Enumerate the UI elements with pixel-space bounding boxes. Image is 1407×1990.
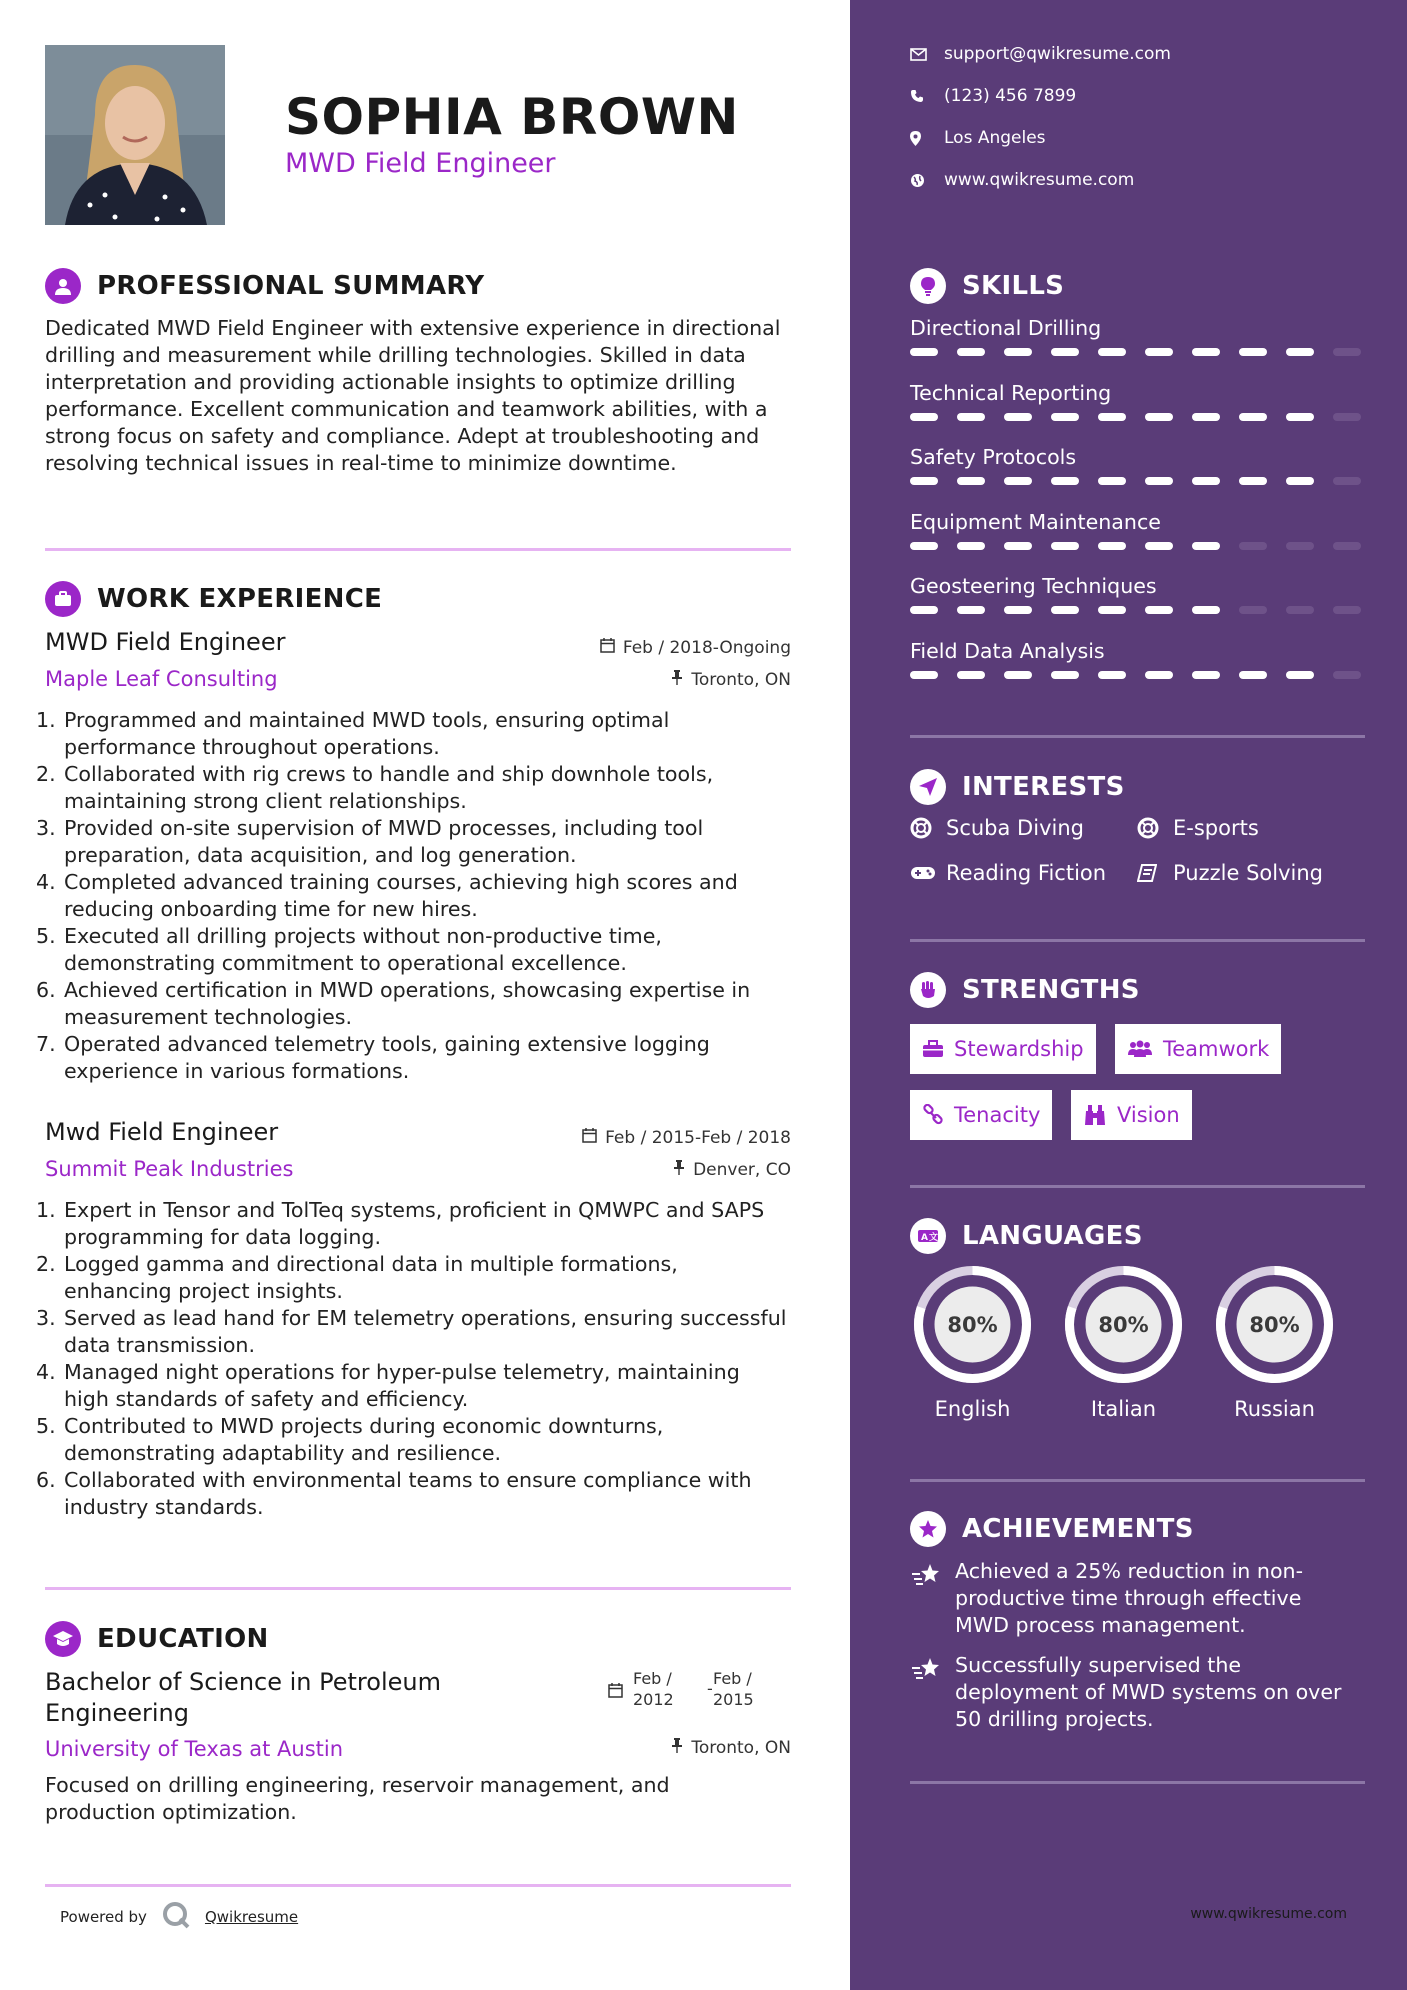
envelope-icon [910,48,944,61]
map-pin-icon [910,131,944,146]
divider [45,1587,791,1590]
languages-title: LANGUAGES [962,1221,1143,1251]
language-percent: 80% [947,1313,998,1337]
skill-level-dot [910,413,938,421]
briefcase-icon [922,1040,944,1058]
skill-level-dot [1098,606,1126,614]
degree-line: Engineering [45,1699,189,1727]
email-text: support@qwikresume.com [944,44,1171,64]
pin-icon [673,1160,685,1180]
strength-badge [1071,1090,1192,1140]
language-ring [910,1262,1035,1387]
paper-plane-icon [910,769,946,805]
skill-level-dot [1192,542,1220,550]
skill-level-dot [1239,413,1267,421]
skill-level-dot [910,348,938,356]
skill-level-dot [957,413,985,421]
job-location [673,1160,791,1180]
strength-badge [910,1024,1096,1074]
skill-level-dot [1098,413,1126,421]
divider [910,1185,1365,1188]
lifebuoy-icon [1137,817,1173,839]
interest-label: Reading Fiction [946,861,1107,885]
job-bullets [36,707,806,1085]
achievement-item [910,1558,1370,1639]
powered-by-text: Powered by [60,1908,147,1926]
qwikresume-logo-icon [161,1900,191,1934]
qwikresume-link[interactable]: Qwikresume [204,1908,299,1926]
interest-label: Scuba Diving [946,816,1084,840]
location-text: Los Angeles [944,128,1046,148]
skill-level-dot [1333,348,1361,356]
achievement-item [910,1652,1370,1733]
gamepad-icon [910,865,946,881]
job-location [671,670,791,690]
strength-badge [1115,1024,1281,1074]
phone-icon [910,89,944,103]
skill-level-dot [1098,348,1126,356]
link-icon [922,1104,944,1126]
education-description: Focused on drilling engineering, reservoir management, and production optimization. [45,1773,670,1824]
skill-name: Equipment Maintenance [910,509,1161,534]
skill-level-dot [1192,671,1220,679]
language-percent: 80% [1249,1313,1300,1337]
language-ring [1061,1262,1186,1387]
contact-location [910,128,1046,148]
shooting-star-icon [910,1652,955,1733]
footer-url[interactable]: www.qwikresume.com [1190,1906,1347,1922]
binoculars-icon [1083,1104,1107,1126]
language-name: Italian [1090,1397,1157,1421]
degree [45,1667,441,1729]
list-item: 1. Expert in Tensor and TolTeq systems, proficient in QMWPC and SAPS programming for data logging. [36,1198,765,1249]
job-bullets [36,1197,806,1521]
skills-heading [910,268,1064,304]
divider [910,735,1365,738]
candidate-name: SOPHIA BROWN [285,88,739,146]
skill-level-dot [957,671,985,679]
skill-level-dot [957,542,985,550]
skill-level-dot [1286,413,1314,421]
fist-icon [910,972,946,1008]
divider [910,1781,1365,1784]
skill-level-dot [1051,671,1079,679]
calendar-icon [582,1128,597,1148]
skill-level-dot [1145,542,1173,550]
skill-level-dot [910,606,938,614]
pin-icon [671,1738,683,1758]
end-month: Feb / [713,1669,752,1688]
skill-level-dot [1192,348,1220,356]
svg-text:A: A [921,1233,928,1243]
interests-title: INTERESTS [962,772,1125,802]
phone-text: (123) 456 7899 [944,86,1077,106]
sidebar [850,0,1407,1990]
list-item: 3. Served as lead hand for EM telemetry operations, ensuring successful data transmission. [36,1306,787,1357]
skill-level-dot [1192,413,1220,421]
pin-icon [671,670,683,690]
divider [45,548,791,551]
profile-photo [45,45,225,225]
user-icon [45,268,81,304]
company-name: Maple Leaf Consulting [45,667,278,691]
strengths-heading [910,972,1140,1008]
job-dates [600,638,791,658]
skill-level-dot [1286,671,1314,679]
language-item [1061,1262,1186,1421]
language-item [910,1262,1035,1421]
list-item: 6. Achieved certification in MWD operations, showcasing expertise in measurement technologies. [36,978,751,1029]
skill-level-dot [1145,606,1173,614]
skill-level-dot [1333,542,1361,550]
education-location [671,1738,791,1758]
candidate-role: MWD Field Engineer [285,148,556,179]
strength-label: Stewardship [954,1037,1084,1061]
skill-name: Directional Drilling [910,316,1102,340]
list-item: 2. Collaborated with rig crews to handle and ship downhole tools, maintaining strong client relationships. [36,762,714,813]
interest-item [1137,816,1259,840]
language-name: Russian [1234,1397,1315,1421]
job-title: MWD Field Engineer [45,628,286,656]
skill-level-dot [910,477,938,485]
globe-icon [910,173,944,188]
skill-level-dot [1333,413,1361,421]
achievement-text: Successfully supervised the [955,1653,1242,1677]
skill-name: Geosteering Techniques [910,574,1157,598]
skill-level-dot [1333,477,1361,485]
skill-name: Field Data Analysis [910,638,1105,663]
education-location-text: Toronto, ON [691,1738,791,1758]
skill-level-dot [1333,606,1361,614]
summary-title: PROFESSIONAL SUMMARY [97,271,485,301]
interest-label: Puzzle Solving [1173,861,1323,885]
contact-website [910,170,1134,190]
skill-level-dot [1145,671,1173,679]
website-text[interactable]: www.qwikresume.com [944,170,1135,190]
interests-heading [910,769,1125,805]
language-percent: 80% [1098,1313,1149,1337]
start-year: 2012 [633,1690,674,1709]
skill-level-dot [957,348,985,356]
interest-item [910,861,1106,885]
skill-level-dot [1286,542,1314,550]
skill-level-dot [910,671,938,679]
skill-item [910,639,1365,679]
skill-level-dot [1004,671,1032,679]
divider [45,1884,791,1887]
skill-level-meter [910,671,1365,679]
book-icon [1137,863,1173,883]
skill-level-dot [1145,477,1173,485]
skill-name: Technical Reporting [910,380,1112,405]
skill-level-dot [1286,606,1314,614]
education-heading [45,1621,269,1657]
skill-level-meter [910,542,1365,550]
list-item: 5. Contributed to MWD projects during economic downturns, demonstrating adaptability and resilience. [36,1414,664,1465]
list-item: 6. Collaborated with environmental teams to ensure compliance with industry standards. [36,1468,752,1519]
interest-item [910,816,1084,840]
job-location-text: Denver, CO [693,1160,791,1180]
skill-level-dot [1098,477,1126,485]
job-dates [582,1128,791,1148]
skill-level-dot [1286,477,1314,485]
skill-level-dot [1192,477,1220,485]
divider [910,1479,1365,1482]
skill-level-dot [1004,477,1032,485]
skill-level-dot [957,477,985,485]
skill-level-dot [1333,671,1361,679]
date-dash: - [707,1679,713,1698]
strengths-title: STRENGTHS [962,975,1140,1005]
skill-level-dot [1004,348,1032,356]
job-location-text: Toronto, ON [691,670,791,690]
skill-level-dot [1145,348,1173,356]
achievements-title: ACHIEVEMENTS [962,1514,1194,1544]
strength-badge [910,1090,1052,1140]
skills-title: SKILLS [962,271,1065,301]
job-title: Mwd Field Engineer [45,1118,279,1146]
languages-heading [910,1218,1143,1254]
list-item: 7. Operated advanced telemetry tools, gaining extensive logging experience in various formations. [36,1032,710,1083]
lightbulb-icon [910,268,946,304]
skill-item [910,445,1365,485]
lifebuoy-icon [910,817,946,839]
language-name: English [934,1397,1011,1421]
skill-item [910,316,1365,356]
school-name: University of Texas at Austin [45,1737,344,1761]
job-dates-text: Feb / 2015-Feb / 2018 [605,1128,791,1148]
summary-text: Dedicated MWD Field Engineer with extensive experience in directional drilling and measurement while drilling technologies. Skilled in data interpretation and providing actionable insights to optimize drilling performance. Excellent communication and teamwork abilities, with a strong focus on safety and compliance. Adept at troubleshooting and resolving technical issues in real-time to minimize downtime. [45,316,781,475]
svg-text:文: 文 [929,1233,939,1243]
skill-item [910,510,1365,550]
achievement-text: deployment of MWD systems on over [955,1680,1342,1704]
graduation-cap-icon [45,1621,81,1657]
language-ring [1212,1262,1337,1387]
achievement-text: 50 drilling projects. [955,1707,1154,1731]
shooting-star-icon [910,1558,955,1639]
achievement-text: productive time through effective [955,1586,1302,1610]
achievement-text: MWD process management. [955,1613,1246,1637]
users-icon [1127,1040,1153,1058]
list-item: 1. Programmed and maintained MWD tools, ensuring optimal performance throughout operations. [36,708,670,759]
strength-label: Teamwork [1163,1037,1270,1061]
skill-level-dot [1145,413,1173,421]
list-item: 5. Executed all drilling projects without non-productive time, demonstrating commitment to operational excellence. [36,924,662,975]
skill-item [910,381,1365,421]
skill-level-dot [1098,542,1126,550]
skill-level-meter [910,606,1365,614]
skill-level-dot [1239,348,1267,356]
company-name: Summit Peak Industries [45,1157,294,1181]
star-badge-icon [910,1511,946,1547]
skill-level-dot [1239,606,1267,614]
skill-level-dot [1004,606,1032,614]
skill-level-dot [1239,542,1267,550]
translate-icon [910,1218,946,1254]
end-year: 2015 [713,1690,754,1709]
skill-level-dot [1051,348,1079,356]
strength-label: Vision [1117,1103,1180,1127]
skill-level-dot [910,542,938,550]
list-item: 4. Managed night operations for hyper-pulse telemetry, maintaining high standards of safety and efficiency. [36,1360,740,1411]
skill-level-dot [1239,477,1267,485]
education-dates [608,1668,754,1710]
summary-heading [45,268,484,304]
calendar-icon [600,638,615,658]
skill-level-dot [1004,413,1032,421]
contact-email [910,44,1171,64]
list-item: 3. Provided on-site supervision of MWD processes, including tool preparation, data acquisition, and log generation. [36,816,704,867]
skill-level-dot [1004,542,1032,550]
powered-by [60,1900,298,1934]
skill-name: Safety Protocols [910,445,1077,469]
language-item [1212,1262,1337,1421]
interest-label: E-sports [1173,816,1259,840]
skill-item [910,574,1365,614]
start-month: Feb / [633,1669,672,1688]
list-item: 4. Completed advanced training courses, achieving high scores and reducing onboarding time for new hires. [36,870,738,921]
job-dates-text: Feb / 2018-Ongoing [622,638,791,658]
achievement-text: Achieved a 25% reduction in non- [955,1559,1304,1583]
degree-line: Bachelor of Science in Petroleum [45,1668,441,1696]
skill-level-dot [1239,671,1267,679]
skill-level-meter [910,413,1365,421]
skill-level-dot [1051,477,1079,485]
strength-label: Tenacity [954,1103,1041,1127]
briefcase-icon [45,581,81,617]
education-title: EDUCATION [97,1624,269,1654]
experience-title: WORK EXPERIENCE [97,584,383,614]
skill-level-dot [957,606,985,614]
skill-level-dot [1051,542,1079,550]
interest-item [1137,861,1323,885]
calendar-icon [608,1668,623,1710]
divider [910,939,1365,942]
achievements-heading [910,1511,1194,1547]
contact-phone [910,86,1076,106]
list-item: 2. Logged gamma and directional data in multiple formations, enhancing project insights. [36,1252,678,1303]
skill-level-meter [910,348,1365,356]
skill-level-dot [1051,413,1079,421]
skill-level-dot [1192,606,1220,614]
skill-level-meter [910,477,1365,485]
skill-level-dot [1051,606,1079,614]
skill-level-dot [1286,348,1314,356]
skill-level-dot [1098,671,1126,679]
experience-heading [45,581,382,617]
